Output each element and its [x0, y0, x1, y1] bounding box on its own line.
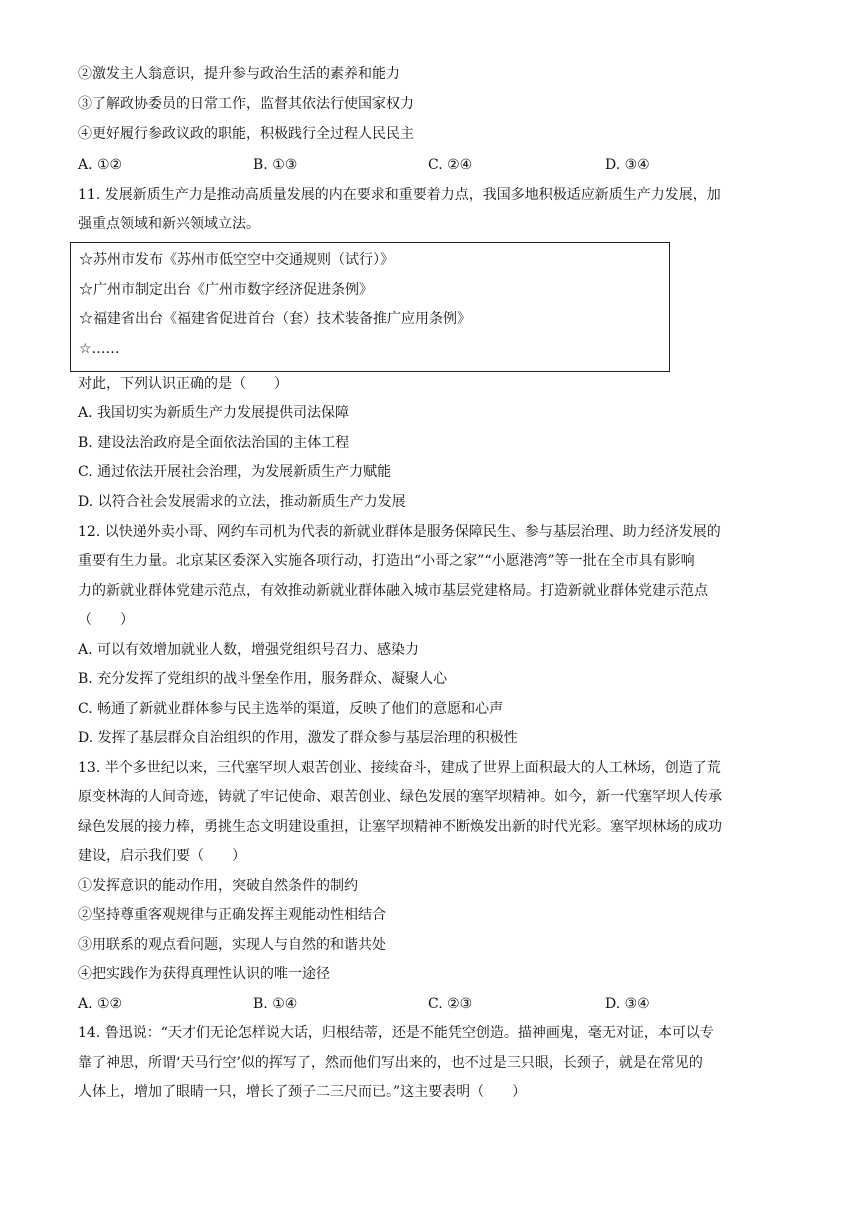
q12-option-b[interactable]: B. 充分发挥了党组织的战斗堡垒作用，服务群众、凝聚人心	[78, 671, 448, 687]
q12-option-c[interactable]: C. 畅通了新就业群体参与民主选举的渠道，反映了他们的意愿和心声	[78, 701, 504, 717]
q13-option-a[interactable]: A. ①②	[78, 996, 123, 1012]
q11-box-item-4: ☆……	[79, 341, 120, 357]
q14-stem-line-3: 人体上，增加了眼睛一只，增长了颈子二三尺而已。”这主要表明（ ）	[78, 1084, 527, 1100]
q12-stem-line-2: 重要有生力量。北京某区委深入实施各项行动，打造出“小哥之家”“小愿港湾”等一批在全市具有影响	[78, 553, 695, 569]
q10-option-d[interactable]: D. ③④	[605, 157, 650, 173]
q13-stem-line-2: 原变林海的人间奇迹，铸就了牢记使命、艰苦创业、绿色发展的塞罕坝精神。如今，新一代塞罕坝人传承	[78, 789, 722, 805]
q13-item-3: ③用联系的观点看问题，实现人与自然的和谐共处	[78, 937, 386, 953]
q11-box-item-3: ☆福建省出台《福建省促进首台（套）技术装备推广应用条例》	[79, 311, 471, 327]
q10-item-3: ③了解政协委员的日常工作，监督其依法行使国家权力	[78, 96, 414, 112]
q13-option-d[interactable]: D. ③④	[605, 996, 650, 1012]
q10-item-2: ②激发主人翁意识，提升参与政治生活的素养和能力	[78, 66, 400, 82]
q12-stem-line-3: 力的新就业群体党建示范点，有效推动新就业群体融入城市基层党建格局。打造新就业群体党建示范点	[78, 583, 708, 599]
q13-option-b[interactable]: B. ①④	[253, 996, 298, 1012]
q14-stem-line-2: 靠了神思，所谓‘天马行空’似的挥写了，然而他们写出来的，也不过是三只眼，长颈子，就是在常见的	[78, 1055, 703, 1071]
q11-material-box	[70, 242, 670, 372]
q13-item-1: ①发挥意识的能动作用，突破自然条件的制约	[78, 878, 358, 894]
q13-item-4: ④把实践作为获得真理性认识的唯一途径	[78, 966, 330, 982]
q13-option-c[interactable]: C. ②③	[428, 996, 473, 1012]
q11-option-d[interactable]: D. 以符合社会发展需求的立法，推动新质生产力发展	[78, 494, 406, 510]
q13-item-2: ②坚持尊重客观规律与正确发挥主观能动性相结合	[78, 907, 386, 923]
q11-stem-line-2: 强重点领域和新兴领域立法。	[78, 216, 260, 232]
q11-stem-line-1: 11. 发展新质生产力是推动高质量发展的内在要求和重要着力点，我国多地积极适应新质生产力发展，加	[78, 187, 721, 203]
q10-option-c[interactable]: C. ②④	[428, 157, 473, 173]
q11-option-b[interactable]: B. 建设法治政府是全面依法治国的主体工程	[78, 435, 350, 451]
q10-option-a[interactable]: A. ①②	[78, 157, 123, 173]
q14-stem-line-1: 14. 鲁迅说：“天才们无论怎样说大话，归根结蒂，还是不能凭空创造。描神画鬼，毫无对证，本可以专	[78, 1025, 714, 1041]
q12-stem-line-1: 12. 以快递外卖小哥、网约车司机为代表的新就业群体是服务保障民生、参与基层治理、助力经济发展的	[78, 524, 721, 540]
q10-option-b[interactable]: B. ①③	[253, 157, 298, 173]
q10-item-4: ④更好履行参政议政的职能，积极践行全过程人民民主	[78, 126, 414, 142]
q12-option-d[interactable]: D. 发挥了基层群众自治组织的作用，激发了群众参与基层治理的积极性	[78, 730, 518, 746]
q13-stem-line-1: 13. 半个多世纪以来，三代塞罕坝人艰苦创业、接续奋斗，建成了世界上面积最大的人工林场，创造了荒	[78, 760, 721, 776]
q11-box-item-2: ☆广州市制定出台《广州市数字经济促进条例》	[79, 282, 373, 298]
q12-stem-line-4: （ ）	[78, 612, 134, 628]
q11-option-c[interactable]: C. 通过依法开展社会治理，为发展新质生产力赋能	[78, 464, 392, 480]
q13-stem-line-4: 建设，启示我们要（ ）	[78, 848, 246, 864]
q12-option-a[interactable]: A. 可以有效增加就业人数，增强党组织号召力、感染力	[78, 642, 420, 658]
q11-question: 对此，下列认识正确的是（ ）	[78, 376, 288, 392]
q11-box-item-1: ☆苏州市发布《苏州市低空空中交通规则（试行）》	[79, 252, 394, 268]
q13-stem-line-3: 绿色发展的接力棒，勇挑生态文明建设重担，让塞罕坝精神不断焕发出新的时代光彩。塞罕坝林场的成功	[78, 819, 722, 835]
q11-option-a[interactable]: A. 我国切实为新质生产力发展提供司法保障	[78, 405, 350, 421]
